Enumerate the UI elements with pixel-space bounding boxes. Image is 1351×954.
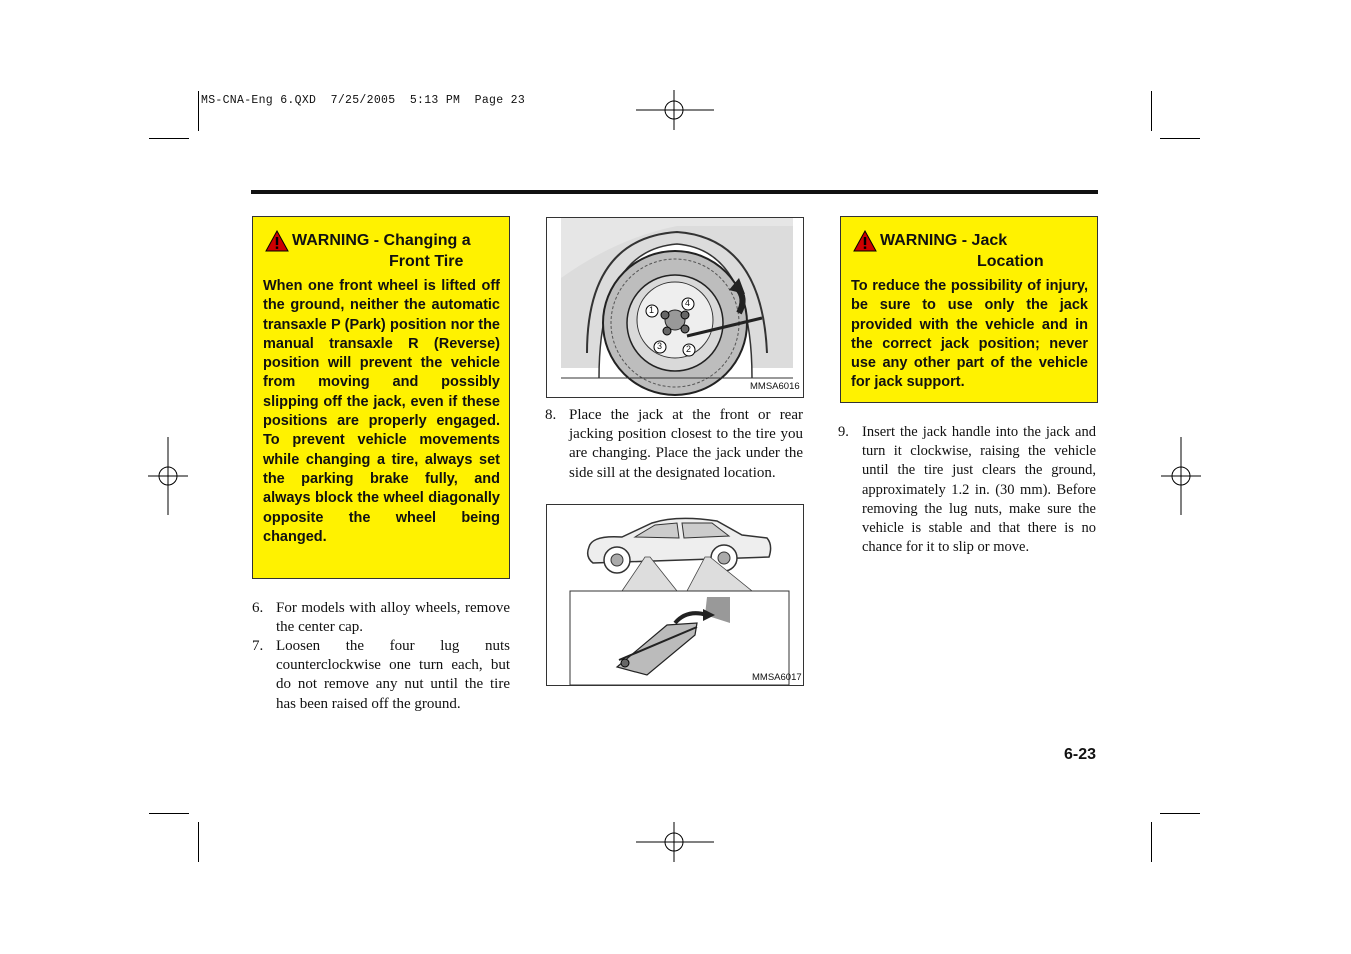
callout-label: 4 bbox=[685, 298, 691, 308]
callout-label: 2 bbox=[686, 344, 692, 354]
page-number: 6-23 bbox=[1064, 746, 1097, 763]
warning-title: Front Tire bbox=[389, 253, 464, 270]
registration-mark-icon bbox=[636, 822, 714, 862]
step-9 bbox=[838, 423, 1096, 557]
figure-jack-location bbox=[546, 504, 804, 686]
warning-title: Location bbox=[977, 253, 1044, 270]
warning-body: When one front wheel is lifted off the ground, neither the automatic transaxle P (Park) position nor the manual transaxle R (Reverse) position will prevent the vehicle from moving and possibly slipping off the jack, even if these positions are properly engaged. To prevent vehicle movements while changing a tire, always set the parking brake fully, and always block the wheel diagonally opposite the wheel being changed. bbox=[263, 278, 500, 545]
step-8 bbox=[545, 406, 803, 483]
warning-title: WARNING - Jack bbox=[880, 232, 1008, 249]
crop-mark bbox=[1160, 138, 1200, 139]
crop-mark bbox=[149, 138, 189, 139]
step-number: 7. bbox=[252, 638, 264, 654]
registration-mark-icon bbox=[1161, 437, 1201, 515]
print-slug: MS-CNA-Eng 6.QXD 7/25/2005 5:13 PM Page 23 bbox=[201, 94, 526, 107]
warning-triangle-icon bbox=[853, 230, 877, 252]
step-6 bbox=[252, 599, 510, 637]
step-text: Insert the jack handle into the jack and turn it clockwise, raising the vehicle until the tire just clears the ground, approximately 1.2 in. (30 mm). Before removing the lug nuts, make sure the vehicle is stable and that there is no chance for it to slip or move. bbox=[862, 424, 1096, 556]
header-rule bbox=[251, 190, 1098, 194]
callout-label: 1 bbox=[649, 305, 655, 315]
warning-box-jack-location bbox=[840, 216, 1098, 403]
crop-mark bbox=[198, 822, 199, 862]
step-text: For models with alloy wheels, remove the center cap. bbox=[276, 600, 510, 636]
figure-wheel-lug-nuts bbox=[546, 217, 804, 398]
step-number: 6. bbox=[252, 600, 264, 616]
crop-mark bbox=[198, 91, 199, 131]
car-jack-illustration bbox=[547, 505, 803, 685]
wheel-illustration bbox=[547, 218, 803, 397]
step-text: Place the jack at the front or rear jacking position closest to the tire you are changing. Place the jack under the side sill at the designated location. bbox=[569, 407, 803, 481]
registration-mark-icon bbox=[636, 90, 714, 130]
crop-mark bbox=[1151, 822, 1152, 862]
crop-mark bbox=[1160, 813, 1200, 814]
step-number: 9. bbox=[838, 424, 849, 440]
crop-mark bbox=[149, 813, 189, 814]
callout-label: 3 bbox=[657, 341, 663, 351]
step-number: 8. bbox=[545, 407, 557, 423]
warning-box-changing-tire bbox=[252, 216, 510, 579]
step-7 bbox=[252, 637, 510, 714]
warning-body: To reduce the possibility of injury, be sure to use only the jack provided with the vehicle and in the correct jack position; never use any other part of the vehicle for jack support. bbox=[851, 278, 1088, 391]
registration-mark-icon bbox=[148, 437, 188, 515]
warning-triangle-icon bbox=[265, 230, 289, 252]
figure-code: MMSA6016 bbox=[750, 381, 800, 392]
step-text: Loosen the four lug nuts counterclockwise one turn each, but do not remove any nut until the tire has been raised off the ground. bbox=[276, 638, 510, 712]
warning-title: WARNING - Changing a bbox=[292, 232, 471, 249]
figure-code: MMSA6017 bbox=[752, 672, 802, 683]
crop-mark bbox=[1151, 91, 1152, 131]
